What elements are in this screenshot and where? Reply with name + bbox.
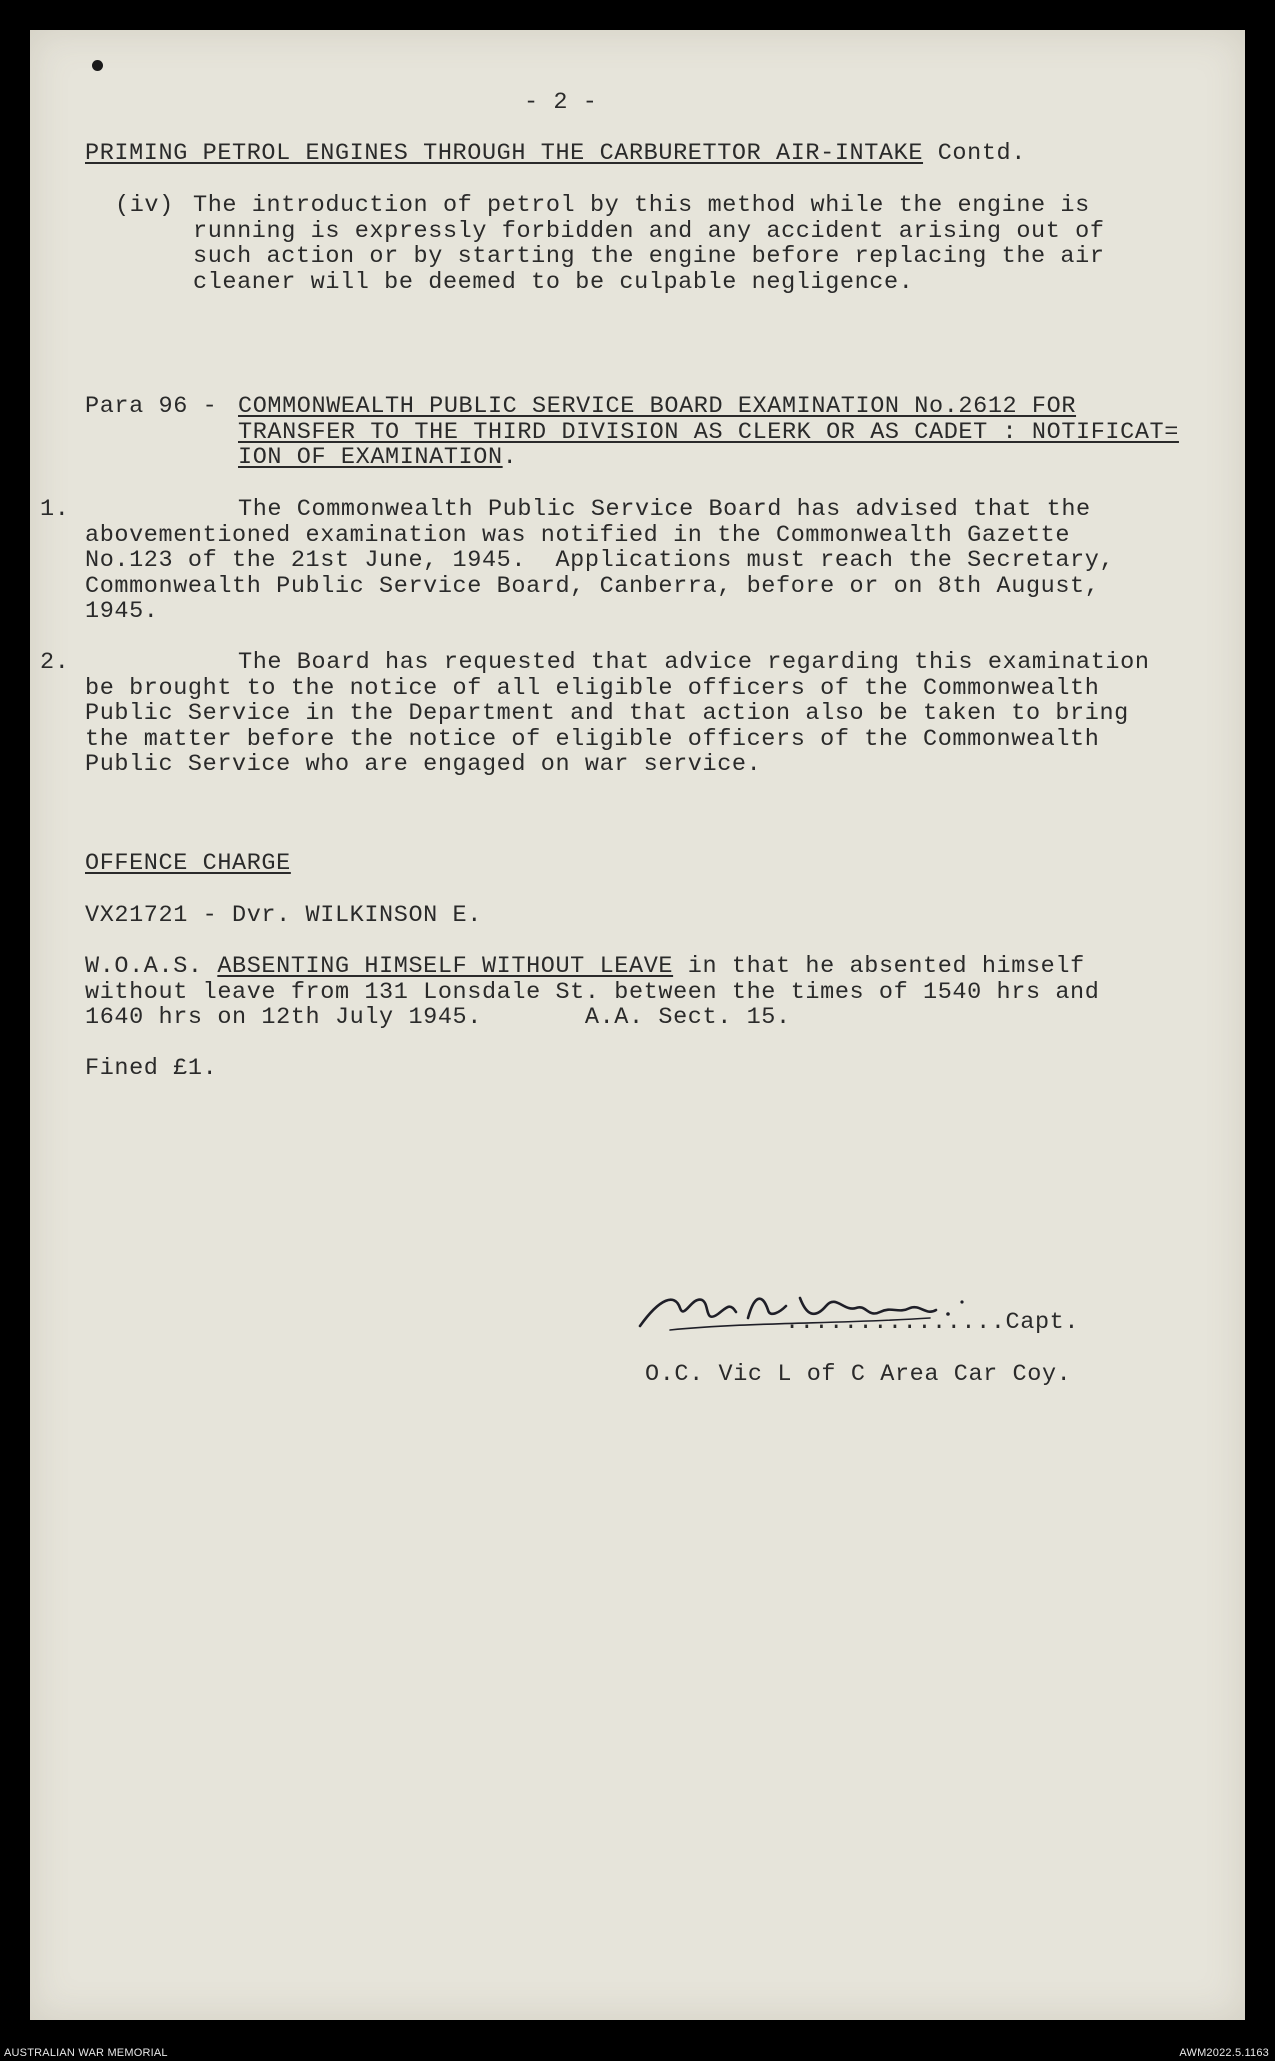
para96-p2-line: Public Service who are engaged on war service.	[85, 751, 762, 778]
signature-title: O.C. Vic L of C Area Car Coy.	[645, 1361, 1072, 1388]
para96-p1-line: 1945.	[85, 598, 159, 625]
punch-hole	[92, 60, 103, 71]
para96-label: Para 96 -	[85, 393, 218, 420]
priming-item-line: cleaner will be deemed to be culpable negligence.	[193, 268, 914, 296]
para96-heading-line: COMMONWEALTH PUBLIC SERVICE BOARD EXAMINATION No.2612 FOR	[238, 393, 1077, 420]
priming-contd: Contd.	[923, 140, 1026, 167]
page-number: - 2 -	[524, 89, 598, 116]
offence-charge-title: ABSENTING HIMSELF WITHOUT LEAVE	[217, 953, 674, 980]
signature-rank-line: ...............Capt.	[785, 1309, 1080, 1336]
offence-member: VX21721 - Dvr. WILKINSON E.	[85, 902, 482, 929]
para96-p1-line: The Commonwealth Public Service Board has advised that the	[238, 496, 1091, 523]
para96-heading-line: TRANSFER TO THE THIRD DIVISION AS CLERK OR AS CADET : NOTIFICAT=	[238, 418, 1179, 446]
para96-heading-line: ION OF EXAMINATION	[238, 444, 503, 471]
priming-item-line: such action or by starting the engine before replacing the air	[193, 243, 1105, 270]
offence-charge-prefix: W.O.A.S.	[85, 953, 218, 980]
offence-heading: OFFENCE CHARGE	[85, 850, 291, 877]
para96-p1-number: 1.	[40, 496, 70, 523]
offence-charge-line-1	[85, 954, 1085, 980]
offence-charge-line: without leave from 131 Lonsdale St. between the times of 1540 hrs and	[85, 978, 1100, 1006]
para96-p1-line: abovementioned examination was notified in the Commonwealth Gazette	[85, 521, 1071, 549]
offence-charge-rest: in that he absented himself	[673, 953, 1085, 980]
para96-heading-line-3	[238, 445, 517, 471]
priming-item-line: The introduction of petrol by this method while the engine is	[193, 192, 1090, 219]
priming-heading: PRIMING PETROL ENGINES THROUGH THE CARBURETTOR AIR-INTAKE	[85, 140, 924, 167]
para96-heading-end: .	[502, 444, 518, 471]
offence-charge-line: 1640 hrs on 12th July 1945. A.A. Sect. 15.	[85, 1004, 791, 1031]
para96-p2-line: the matter before the notice of eligible officers of the Commonwealth	[85, 725, 1100, 753]
para96-p2-line: be brought to the notice of all eligible officers of the Commonwealth	[85, 674, 1100, 702]
para96-p1-line: Commonwealth Public Service Board, Canberra, before or on 8th August,	[85, 572, 1100, 600]
priming-heading-line	[85, 141, 1026, 167]
para96-p1-line: No.123 of the 21st June, 1945. Applications must reach the Secretary,	[85, 547, 1115, 574]
offence-penalty: Fined £1.	[85, 1055, 218, 1082]
footer-right: AWM2022.5.1163	[1179, 2047, 1269, 2059]
priming-item-line: running is expressly forbidden and any accident arising out of	[193, 217, 1105, 245]
priming-item-label: (iv)	[115, 192, 174, 219]
footer-left: AUSTRALIAN WAR MEMORIAL	[4, 2047, 168, 2059]
para96-p2-line: The Board has requested that advice regarding this examination	[238, 649, 1150, 676]
para96-p2-number: 2.	[40, 649, 70, 676]
para96-p2-line: Public Service in the Department and that action also be taken to bring	[85, 700, 1129, 727]
